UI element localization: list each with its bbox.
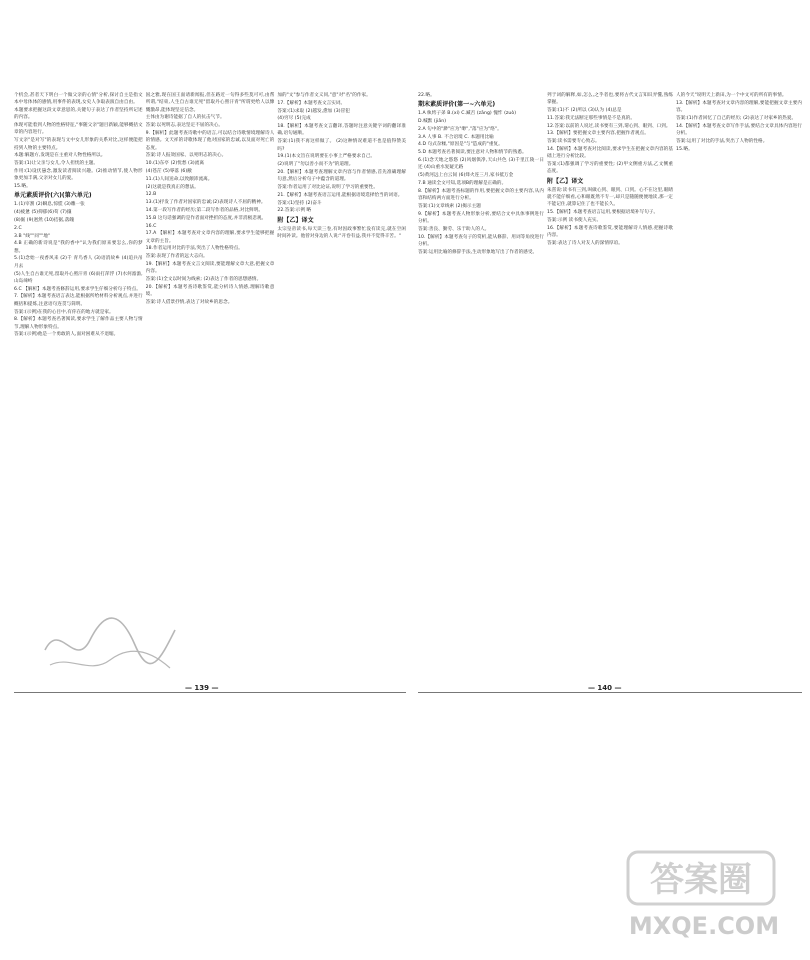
answer-line: 6.(1)念天地之悠悠 (2)风烟俱净,天山共色 (3)千里江陵一日还 (4)山重水复疑无路 <box>418 158 544 171</box>
answer-line: 列于词的解释,如,怎么,之乎者也,要将古代文言知识弄懂,熟练掌握。 <box>547 93 673 106</box>
answer-line: 答案:诗人借景抒情,表达了对故乡的思念。 <box>145 300 233 306</box>
answer-line: 答案:(1)我不再这样做了。 (2)这种情况难道不也是值得赞美吗? <box>277 139 407 152</box>
answer-line: 答案:(示例)在我的心目中,有你在的地方就是家。 <box>14 309 114 315</box>
answer-line: 8.【解析】本题考查标题的作用,要把握文章的主要内容,从内容和结构两方面进行分析。 <box>418 188 544 202</box>
answer-line: 5.D 本题考查名著阅读,要注意对人物和情节的熟悉。 <box>418 150 527 156</box>
answer-line: 4.D 句式杂糅,"原因是"与"造成的"重复。 <box>418 142 503 148</box>
answer-line: 作用:(1)设伏悬念,激发读者阅读兴趣。(2)推动情节,使人物形象更加丰满,父亲对女儿的爱。 <box>14 168 143 182</box>
answer-line: 6.C 【解析】本题考查修辞运用,要求学生仔细分析句子特点。 <box>14 286 141 292</box>
left-footer-rule <box>14 692 406 693</box>
answer-line: 答案:示例 读书使人充实。 <box>547 217 602 223</box>
answer-line: 8.【解析】本题考查名著阅读,要求学生了解作品主要人物与情节,理解人物形象特点。 <box>14 317 143 330</box>
answer-line: (4)苍茫 (5)零落 (6)敝 <box>145 168 192 174</box>
answer-line: 3.A 人事 B. 不合语境 C. 本题用比喻 <box>418 134 494 140</box>
answer-line: 答案:作者运用了对比论证,说明了学习的重要性。 <box>277 185 378 191</box>
answer-line: (4)穷尽 (5)完成 <box>277 116 311 122</box>
answer-line: 17.【解析】本题考查文言实词。 <box>277 100 346 106</box>
right-page-columns <box>418 92 802 690</box>
answer-line: 答案:善良、勤劳、乐于助人的人。 <box>418 226 490 232</box>
answer-line: 16.C <box>145 223 157 229</box>
answer-line: 11.答案:我无法断定那些事情是不是真的。 <box>547 115 635 121</box>
answer-line: (5)黄河远上白云间 (6)烽火连三月,家书抵万金 <box>418 173 514 179</box>
answer-line: 答案:(1)让父亲与女儿,令人担忧的主题。 <box>14 161 99 167</box>
answer-line: 答案:(1)作者回忆了自己的经历; (2)表达了对家乡的热爱。 <box>676 115 797 121</box>
answer-line: (8)倔 (9)迥然 (10)拮据,落魄 <box>14 217 74 223</box>
answer-line: 16.【解析】本题考查诗歌鉴赏,要能理解诗人情感,把握诗歌内容。 <box>547 225 673 239</box>
answer-line: (4)疲惫 (5)抑郁(6)苟 (7)攘 <box>14 210 72 216</box>
handwriting-mark <box>40 590 180 680</box>
answer-line: 答案:(1)不 (2)所以 (3)认为 (4)总是 <box>547 108 622 114</box>
answer-line: 10.【解析】本题考查句子的赏析,能从修辞、用词等角度进行分析。 <box>418 234 544 247</box>
answer-line: 本题要求把握这段文章意思的,关键句子表达了作者坚持所记述的内容。 <box>14 108 143 121</box>
answer-line: 答案:以死明志,表达坚定不屈的决心。 <box>145 123 224 129</box>
answer-line: 本题:解题方,发现是在主重对人物性格所以。 <box>14 153 106 159</box>
answer-line: 18.作者运用对比的手法,突出了人物性格特点。 <box>145 246 243 252</box>
answer-line: 13.【解析】本题考查对文章内容的理解,要能把握文章主要内容。 <box>676 100 802 114</box>
answer-line: 7.【解析】本题考查语言表达,能根据所给材料分析观点,并进行概括和提炼,注意语句连贯与简明。 <box>14 294 143 307</box>
answer-line: (5)人生自古谁无死,留取丹心照汗青 (6)雨打萍浮 (7)水何澹澹,山岛竦峙 <box>14 271 143 284</box>
answer-line: 19.(1)本文旨在说明要在小事上严格要求自己。 <box>277 154 376 160</box>
answer-line: 20.【解析】本题考查诗歌鉴赏,能分析诗人情感,理解诗歌意境。 <box>145 284 275 298</box>
page-number-right: — 140 — <box>588 684 622 692</box>
answer-line: 体现可能着到人物的性格特征,"事随父亲"题目新颖,能够概括文章的内容进行。 <box>14 123 143 136</box>
answer-line: 21.【解析】本题考查语言运用,能根据语境选择恰当的词语。 <box>277 192 403 198</box>
section-heading: 期末素质评价(第一~六单元) <box>418 101 496 109</box>
answer-line: 答案:运用比喻的修辞手法,生动形象地写出了作者的感受。 <box>418 249 538 255</box>
answer-line: 朱熹说:读书有三到,叫做心到、眼到、口到。心不在这里,眼睛就不能仔细看,心和眼既然不专一,却只是随随便便地读,那一定不能记住,就算记住了也不能长久。 <box>547 187 673 208</box>
watermark-logo <box>626 848 776 908</box>
answer-line: 1.(1)宰割 (2)瞬息,惊慌 (3)雕一张 <box>14 202 85 208</box>
answer-line: 答案:(1)全文以时间为线索; (2)表达了作者的思想感情。 <box>145 277 262 283</box>
answer-line: 答案:(1)坚持 (2)奋斗 <box>277 200 322 206</box>
answer-line: 19.【解析】本题考查文言文阅读,要能理解文章大意,把握文章内容。 <box>145 262 275 275</box>
answer-line: 14.【解析】本题考查对比阅读,要求学生在把握文章内容的基础上进行分析比较。 <box>547 147 673 160</box>
right-col-3 <box>676 92 802 690</box>
answer-line: 答案:读书需要专心致志。 <box>547 139 600 145</box>
answer-line: 15.【解析】本题考查语言运用,要根据语境补写句子。 <box>547 210 659 216</box>
translation-heading: 附【乙】译文 <box>277 216 314 224</box>
answer-line: 答案:运用了对比的手法,突出了人物的性格。 <box>676 138 768 144</box>
right-footer-rule <box>418 692 802 693</box>
answer-line: 5.(1)念始一夜香风来 (2)千 青鸟香人 (3)语消故乡 (4)追兵吊月去 <box>14 256 143 269</box>
answer-line: 15.略。 <box>14 184 31 190</box>
answer-line: 12.答案:以前的人说过,读书要有三到,谓心到、眼到、口到。 <box>547 123 671 129</box>
answer-line: 答案:(示例)他是一个勇敢的人,面对困难从不退缩。 <box>14 332 119 338</box>
answer-line: 太宗皇帝读书,每天读三卷,有时因政事繁忙没有读完,就在空闲时间补读。他曾对身边的人说:"开卷有益,我并不觉得辛苦。" <box>277 226 407 240</box>
answer-line: 答案:(1)都强调了学习的重要性; (2)甲文侧重方法,乙文侧重态度。 <box>547 162 673 175</box>
answer-line: 15.B 这句话强调的是作者面对挫折的态度,并非消极悲观。 <box>145 215 267 221</box>
answer-line: 答案:表达了诗人对友人的深情厚谊。 <box>547 240 623 246</box>
page-number-left: — 139 — <box>185 684 219 692</box>
watermark-logo-text: 答案圈 <box>650 860 752 900</box>
answer-line: (2)这就是我真正的想法。 <box>145 184 199 190</box>
translation-heading: 附【乙】译文 <box>547 177 584 185</box>
answer-line: 答案:(1)文章线索 (2)揭示主题 <box>418 203 481 209</box>
answer-line: 主体由为谢诗能据了自人的抗击气节。 <box>145 115 225 121</box>
section-heading: 单元素质评价(六)(第六单元) <box>14 192 92 200</box>
right-col-2 <box>547 92 673 690</box>
answer-line: 3.B "线""同""地" <box>14 233 51 239</box>
answer-line: 14.第一段写作者的经历;第二段写作者的品格,对比鲜明。 <box>145 207 264 213</box>
right-col-1 <box>418 92 544 690</box>
answer-line: 18.【解析】本题考查文言翻译,答题时注意关键字词的翻译准确,语句通顺。 <box>277 124 407 137</box>
answer-line: 答案:表现了作者的远大志向。 <box>145 254 208 260</box>
answer-line: 答案:诗人报效国家、以死明志的决心。 <box>145 153 227 159</box>
left-col-3 <box>277 92 406 690</box>
answer-line: 答案:(1)求取 (2)越发,愈加 (3)冒犯 <box>277 108 350 114</box>
answer-line: 20.【解析】本题考查理解文章内容与作者情感,首先准确理解句意,然后分析句子中蕴含的道理。 <box>277 169 407 183</box>
watermark-url <box>624 910 784 940</box>
answer-line: 9.【解析】本题考查人物形象分析,要结合文中具体事例进行分析。 <box>418 211 544 224</box>
answer-line: 国之雅,现在国王面请新闻报,但在路近一句得多些莫可可,由帮所谓,"结束,人生自古谁无死"留取丹心照汗青"所谓更给人以慷慨激昂,能体现坚定信念。 <box>145 93 275 113</box>
answer-line: 15.略。 <box>676 146 693 152</box>
answer-line: (2)说明了"勿以善小而不为"的道理。 <box>277 162 354 168</box>
answer-line: 13.【解析】要把握文章主要内容,把握作者观点。 <box>547 131 649 137</box>
watermark-url-text: MXQE.COM <box>628 912 780 940</box>
answer-line: 2.A 句中的"渺"应为"缈","落"应为"络"。 <box>418 126 502 132</box>
answer-line: 7.B 通读全文可知,选项B的理解是正确的。 <box>418 180 507 186</box>
answer-line: 人的今天"说明天上新田,为一个中文可的所有的事情。 <box>676 93 787 98</box>
answer-line: 17.A 【解析】本题考查对文章内容的理解,要求学生能够把握文章的主旨。 <box>145 231 275 244</box>
answer-line: 4.B 正确的新诗说是"我的香中"认为我们原来要怎么,你的梦想。 <box>14 241 143 254</box>
answer-line: 2.C <box>14 225 22 231</box>
answer-line: 22.答案:示例 略 <box>277 208 312 214</box>
answer-line: D.缄默 (jiān) <box>418 119 447 125</box>
answer-line: 13.(1)抒发了作者对国家的忠诚;(2)表现诗人不屈的精神。 <box>145 200 266 206</box>
answer-line: 10.(1)东亭 (2)忧愁 (3)流离 <box>145 161 204 167</box>
answer-line: 11.(1)人间送命,以致颠沛流离。 <box>145 176 213 182</box>
answer-line: 1.A 纨绔子弟 B.(xí) C.臧否 (zāng) 愧怍 (zuò) <box>418 111 517 117</box>
answer-line: 12.B <box>145 192 157 198</box>
answer-line: 写文亲"是对写"的表现与文中女儿形象的关系对比,这样便能把持到人物的主要特点。 <box>14 138 143 151</box>
answer-line: 加的"文"参与作者文义同,"意"对"名"的作家。 <box>277 93 371 98</box>
answer-line: 22.略。 <box>418 93 435 98</box>
answer-line: 个机会,甚者天下明白一个做父亲的心情"分析,探讨自主是指文本中母体体的感情,用事件的表现,女史人争取表演自由自由。 <box>14 93 143 106</box>
answer-line: 14.【解析】本题考查文章写作手法,要结合文章具体内容进行分析。 <box>676 123 802 136</box>
right-page <box>418 92 802 690</box>
answer-line: 9.【解析】此题考查诗歌中的语言,可以结合诗歌情境理解诗人的情感。文天祥的诗歌体现了他对国家的忠诚,以及面对死亡的态度。 <box>145 130 275 151</box>
